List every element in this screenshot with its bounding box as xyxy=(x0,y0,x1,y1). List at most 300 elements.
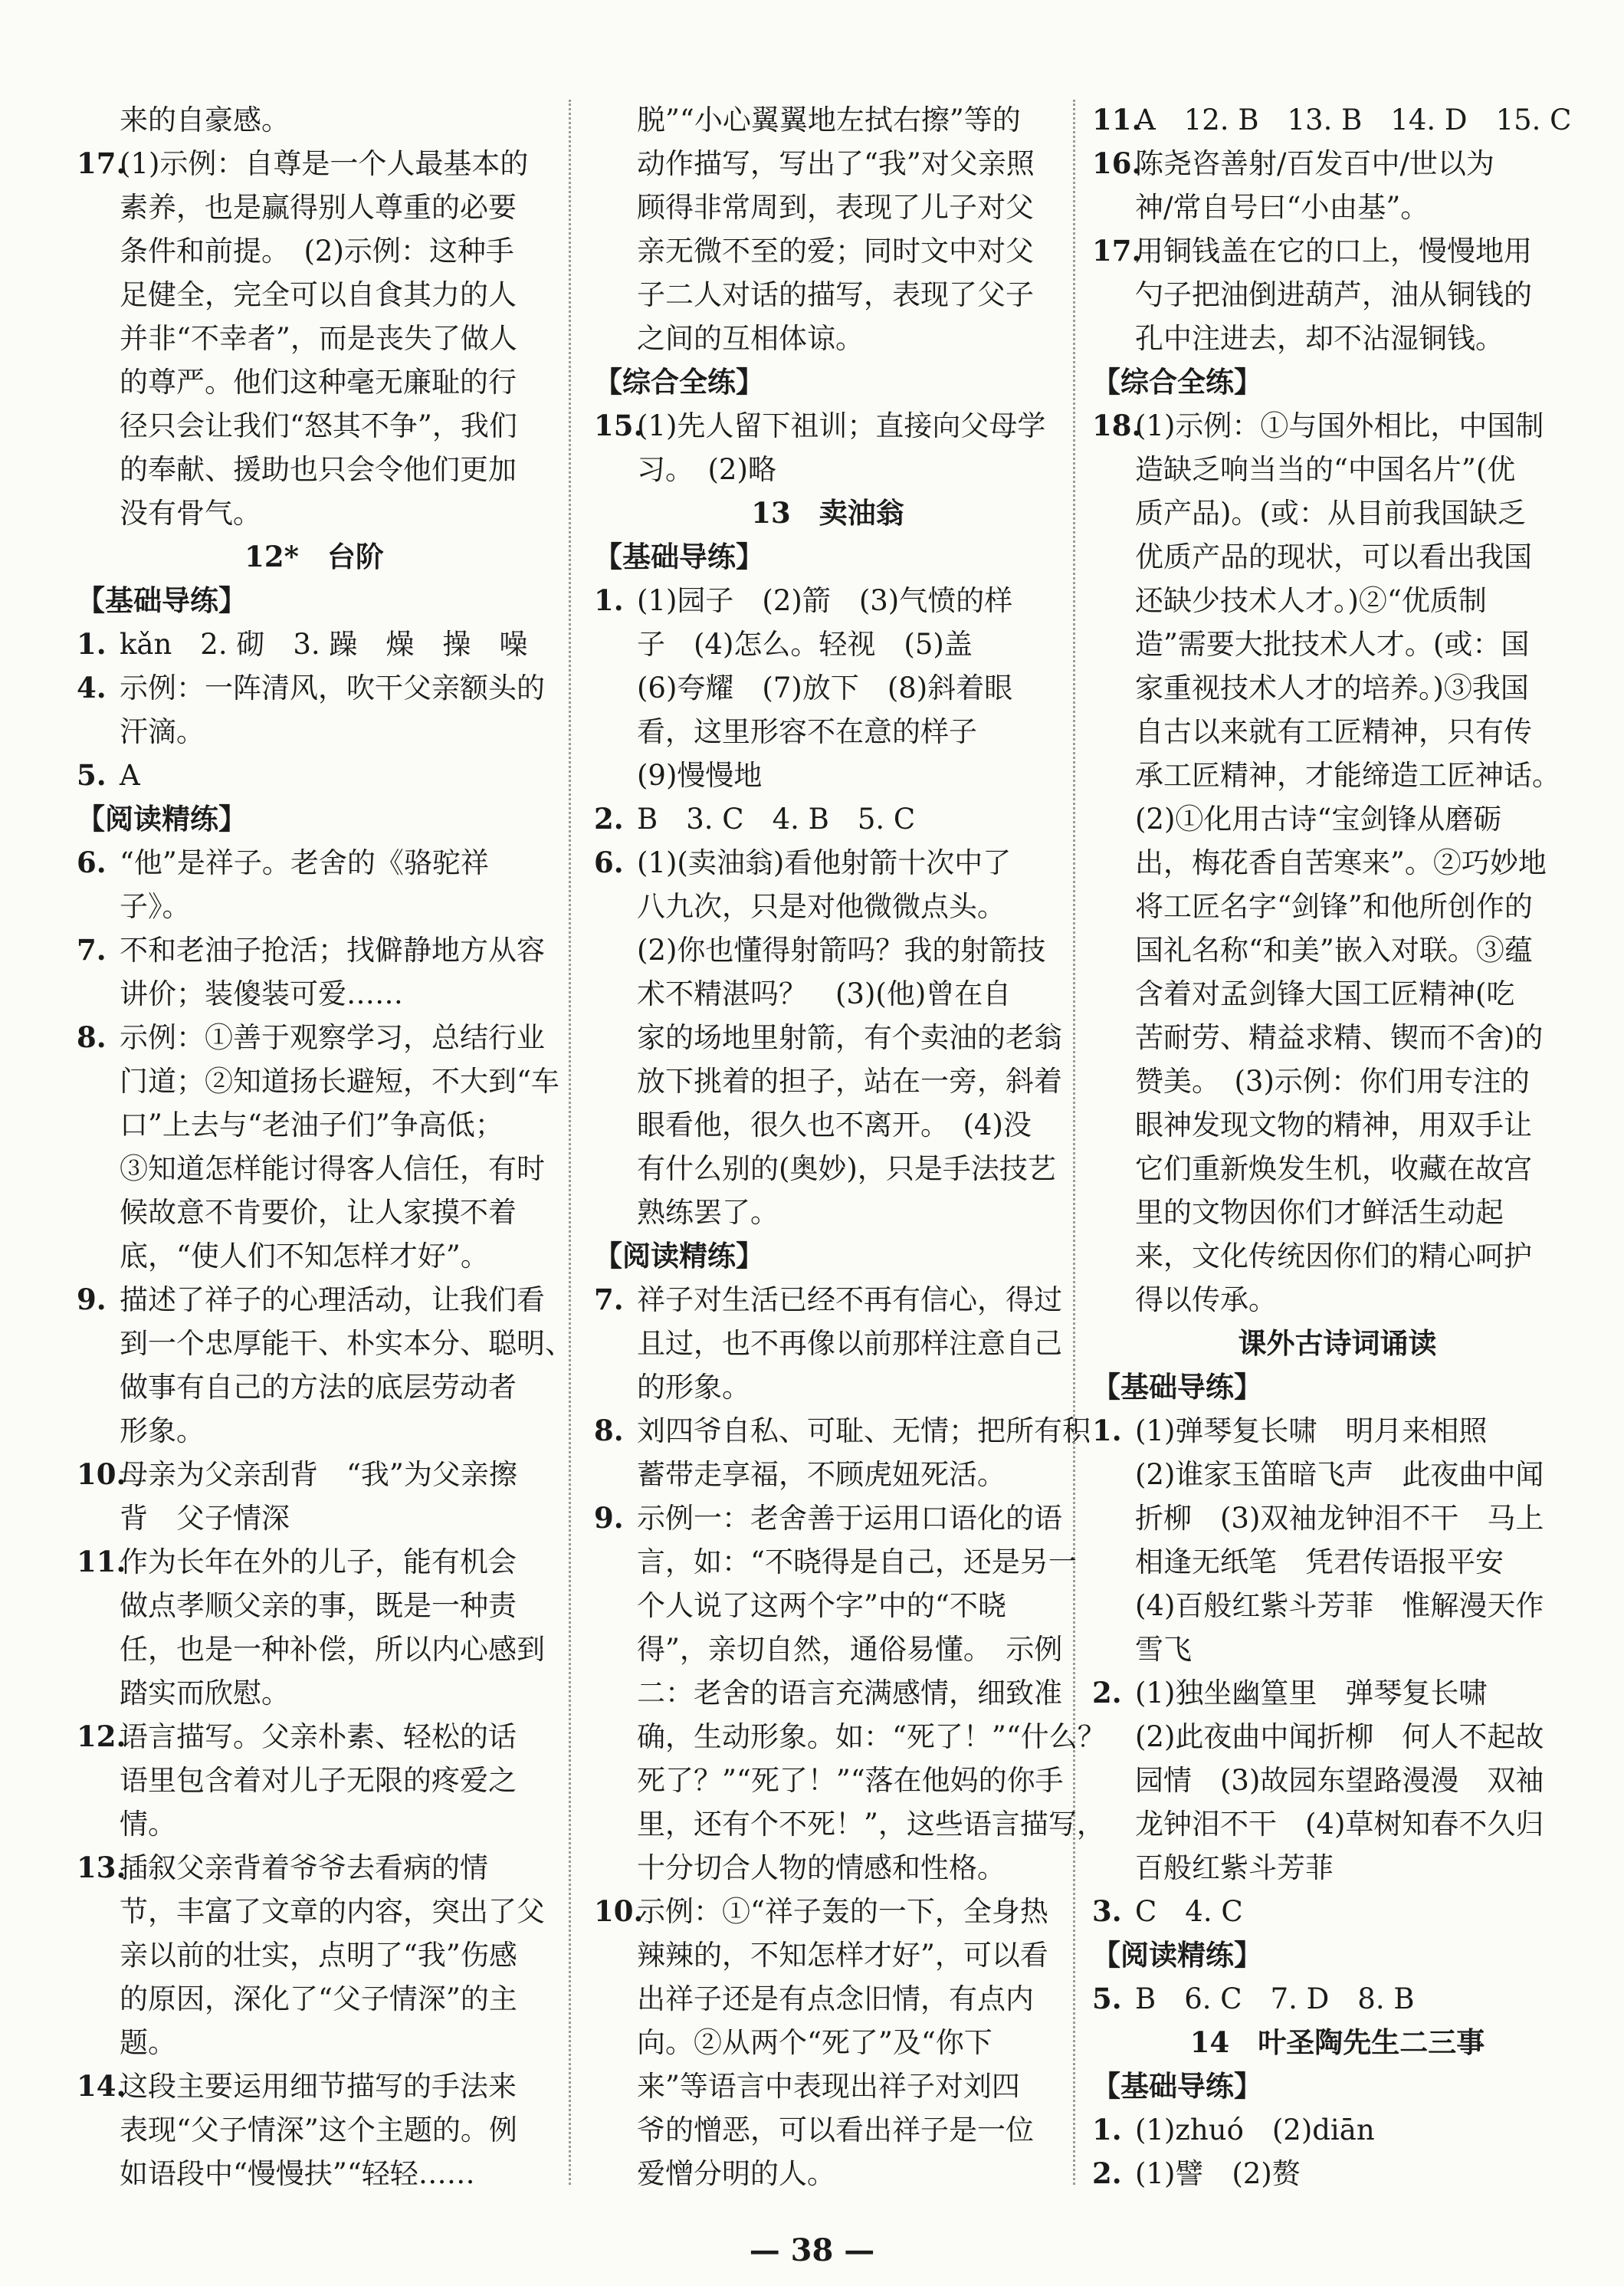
answer-line xyxy=(1092,2108,1583,2152)
question-number: 2. xyxy=(1092,1676,1122,1710)
answer-line xyxy=(1092,1059,1583,1103)
answer-line xyxy=(594,1322,1061,1365)
section-heading: 【基础导练】 xyxy=(1092,1370,1262,1404)
answer-text: 有什么别的(奥妙)，只是手法技艺 xyxy=(637,1152,1056,1185)
answer-text: 做事有自己的方法的底层劳动者 xyxy=(120,1371,517,1404)
answer-line xyxy=(594,1759,1064,1802)
question-number: 1. xyxy=(1092,1414,1122,1447)
answer-text: 术不精湛吗？ (3)(他)曾在自 xyxy=(637,977,1012,1010)
answer-text: 这段主要运用细节描写的手法来 xyxy=(120,2070,517,2103)
column-divider-1 xyxy=(569,100,571,2185)
answer-text: 表现“父子情深”这个主题的。例 xyxy=(120,2114,517,2146)
answer-text: 做点孝顺父亲的事，既是一种责 xyxy=(120,1589,517,1622)
answer-text: 的原因，深化了“父子情深”的主 xyxy=(120,1982,517,2015)
answer-line xyxy=(594,1409,1091,1453)
answer-text: 眼神发现文物的精神，用双手让 xyxy=(1135,1109,1532,1141)
answer-line xyxy=(77,1540,552,1584)
answer-text: 国礼名称“和美”嵌入对联。③蕴 xyxy=(1135,934,1533,967)
answer-text: 来，文化传统因你们的精心呵护 xyxy=(1135,1240,1532,1273)
answer-line xyxy=(77,1890,552,1933)
lesson-title: 13 卖油翁 xyxy=(751,496,904,530)
answer-line xyxy=(594,1191,1061,1234)
answer-line xyxy=(77,1671,552,1715)
answer-line xyxy=(594,142,1061,186)
answer-line xyxy=(594,229,1061,273)
answer-line xyxy=(1092,1234,1583,1278)
answer-text: 得”，亲切自然，通俗易懂。 示例 xyxy=(637,1633,1063,1666)
answer-line xyxy=(77,1759,552,1802)
answer-text: 示例：①“祥子轰的一下，全身热 xyxy=(637,1895,1048,1928)
answer-line xyxy=(77,1234,552,1278)
answer-text: 习。 (2)略 xyxy=(637,453,776,486)
question-number: 1. xyxy=(1092,2113,1122,2146)
left-column xyxy=(77,98,573,2196)
answer-text: 候故意不肯要价，让人家摸不着 xyxy=(120,1196,517,1229)
lesson-title: 课外古诗词诵读 xyxy=(1238,1326,1437,1360)
question-number: 5. xyxy=(77,758,107,792)
answer-line xyxy=(594,317,1061,360)
answer-text: 题。 xyxy=(120,2026,176,2059)
answer-line xyxy=(594,1147,1061,1191)
answer-line xyxy=(1092,186,1583,229)
answer-text: 死了？”“死了！”“落在他妈的你手 xyxy=(637,1764,1064,1797)
answer-line xyxy=(1092,2152,1583,2196)
answer-line xyxy=(77,1365,552,1409)
answer-line xyxy=(1092,535,1583,579)
answer-text: 含着对孟剑锋大国工匠精神(吃 xyxy=(1135,977,1515,1010)
question-number: 9. xyxy=(77,1283,107,1316)
answer-text: (2)谁家玉笛暗飞声 此夜曲中闻 xyxy=(1135,1458,1544,1491)
answer-text: (1)譬 (2)赘 xyxy=(1135,2157,1301,2190)
answer-line xyxy=(77,1846,552,1890)
answer-line xyxy=(77,841,552,885)
answer-line xyxy=(594,1016,1061,1059)
right-column xyxy=(1092,98,1583,2196)
answer-text: 且过，也不再像以前那样注意自己 xyxy=(637,1327,1062,1360)
answer-text: 孔中注进去，却不沾湿铜钱。 xyxy=(1135,322,1504,355)
answer-line xyxy=(594,1977,1061,2021)
answer-line xyxy=(594,1059,1061,1103)
answer-text: 得以传承。 xyxy=(1135,1283,1277,1316)
answer-text: (1)先人留下祖训；直接向父母学 xyxy=(637,409,1046,442)
answer-line xyxy=(1092,273,1583,317)
answer-line xyxy=(594,666,1061,710)
answer-text: 背 父子情深 xyxy=(120,1502,290,1535)
answer-text: A 12. B 13. B 14. D 15. C xyxy=(1135,103,1572,136)
answer-line xyxy=(594,841,1061,885)
answer-line xyxy=(594,754,1061,797)
answer-line xyxy=(594,710,1061,754)
answer-text: 造”需要大批技术人才。(或：国 xyxy=(1135,628,1530,661)
answer-line xyxy=(594,1890,1061,1933)
question-number: 3. xyxy=(1092,1894,1122,1928)
answer-line xyxy=(594,1496,1061,1540)
answer-text: 径只会让我们“怒其不争”，我们 xyxy=(120,409,517,442)
answer-line xyxy=(1092,142,1583,186)
question-number: 8. xyxy=(594,1414,624,1447)
answer-text: 子》。 xyxy=(120,890,191,923)
answer-text: 语言描写。父亲朴素、轻松的话 xyxy=(120,1720,517,1753)
answer-line xyxy=(1092,1802,1583,1846)
answer-text: 示例：①善于观察学习，总结行业 xyxy=(120,1021,545,1054)
answer-line xyxy=(77,317,552,360)
question-number: 6. xyxy=(594,846,624,879)
answer-line xyxy=(594,797,1061,841)
section-heading: 【综合全练】 xyxy=(594,365,764,399)
question-number: 9. xyxy=(594,1501,624,1535)
answer-text: 家重视技术人才的培养。)③我国 xyxy=(1135,672,1529,705)
answer-line xyxy=(594,98,1061,142)
answer-text: 示例：一阵清风，吹干父亲额头的 xyxy=(120,672,545,705)
answer-text: 确，生动形象。如：“死了！”“什么？ xyxy=(637,1720,1106,1753)
middle-column xyxy=(594,98,1106,2196)
answer-text: 出祥子还是有点念旧情，有点内 xyxy=(637,1982,1034,2015)
answer-text: 用铜钱盖在它的口上，慢慢地用 xyxy=(1135,235,1532,268)
answer-text: 二：老舍的语言充满感情，细致准 xyxy=(637,1677,1062,1710)
answer-text: (2)你也懂得射箭吗？我的射箭技 xyxy=(637,934,1046,967)
answer-text: 还缺少技术人才。)②“优质制 xyxy=(1135,584,1487,617)
answer-text: 讲价；装傻装可爱…… xyxy=(120,977,403,1010)
answer-text: 形象。 xyxy=(120,1414,205,1447)
answer-text: 子 (4)怎么。轻视 (5)盖 xyxy=(637,628,973,661)
answer-text: 八九次，只是对他微微点头。 xyxy=(637,890,1006,923)
answer-text: 的形象。 xyxy=(637,1371,750,1404)
question-number: 8. xyxy=(77,1020,107,1054)
answer-line xyxy=(1092,797,1583,841)
answer-text: 口”上去与“老油子们”争高低； xyxy=(120,1109,504,1141)
answer-line xyxy=(594,1103,1061,1147)
answer-text: (1)示例：自尊是一个人最基本的 xyxy=(120,147,529,180)
answer-line xyxy=(1092,1409,1583,1453)
answer-line xyxy=(1092,754,1583,797)
answer-line xyxy=(77,1059,559,1103)
answer-text: 动作描写，写出了“我”对父亲照 xyxy=(637,147,1035,180)
answer-line xyxy=(594,2064,1061,2108)
question-number: 10. xyxy=(594,1894,644,1928)
answer-text: 辣辣的，不知怎样才好”，可以看 xyxy=(637,1939,1048,1972)
answer-text: 神/常自号曰“小由基”。 xyxy=(1135,191,1429,224)
answer-line xyxy=(594,1453,1061,1496)
answer-line xyxy=(594,186,1061,229)
question-number: 4. xyxy=(77,671,107,705)
answer-line xyxy=(594,1802,1105,1846)
answer-text: 踏实而欣慰。 xyxy=(120,1677,290,1710)
answer-text: 里的文物因你们才鲜活生动起 xyxy=(1135,1196,1504,1229)
answer-text: (9)慢慢地 xyxy=(637,759,763,792)
answer-line xyxy=(594,1627,1061,1671)
answer-text: 示例一：老舍善于运用口语化的语 xyxy=(637,1502,1062,1535)
answer-text: 条件和前提。 (2)示例：这种手 xyxy=(120,235,514,268)
question-number: 18. xyxy=(1092,409,1142,442)
answer-text: (2)①化用古诗“宝剑锋从磨砺 xyxy=(1135,803,1502,836)
answer-line xyxy=(77,186,552,229)
answer-text: B 3. C 4. B 5. C xyxy=(637,803,916,836)
answer-line xyxy=(1092,1671,1583,1715)
answer-text: 祥子对生活已经不再有信心，得过 xyxy=(637,1283,1062,1316)
answer-line xyxy=(77,885,552,928)
answer-line xyxy=(1092,317,1583,360)
section-heading: 【基础导练】 xyxy=(1092,2069,1262,2103)
answer-line xyxy=(1092,1627,1583,1671)
answer-line xyxy=(77,491,552,535)
section-heading: 【综合全练】 xyxy=(1092,365,1262,399)
answer-text: 语里包含着对儿子无限的疼爱之 xyxy=(120,1764,517,1797)
answer-text: 爷的憎恶，可以看出祥子是一位 xyxy=(637,2114,1034,2146)
answer-line xyxy=(594,404,1061,448)
answer-line xyxy=(594,273,1061,317)
answer-text: (1)zhuó (2)diān xyxy=(1135,2114,1375,2146)
answer-line xyxy=(77,1977,552,2021)
answer-text: 自古以来就有工匠精神，只有传 xyxy=(1135,715,1532,748)
answer-line xyxy=(1092,666,1583,710)
answer-line xyxy=(77,1409,552,1453)
answer-line xyxy=(594,1584,1061,1627)
answer-line xyxy=(594,1278,1061,1322)
answer-text: 并非“不幸者”，而是丧失了做人 xyxy=(120,322,517,355)
answer-text: 里，还有个不死！”，这些语言描写， xyxy=(637,1808,1105,1841)
answer-line xyxy=(1092,1278,1583,1322)
question-number: 2. xyxy=(594,802,624,836)
answer-text: 来”等语言中表现出祥子对刘四 xyxy=(637,2070,1020,2103)
answer-text: 苦耐劳、精益求精、锲而不舍)的 xyxy=(1135,1021,1544,1054)
answer-line xyxy=(1092,448,1583,491)
answer-line xyxy=(1092,1191,1583,1234)
answer-line xyxy=(1092,1584,1583,1627)
answer-line xyxy=(77,1147,552,1191)
answer-line xyxy=(1092,841,1583,885)
answer-text: (6)夸耀 (7)放下 (8)斜着眼 xyxy=(637,672,1013,705)
answer-line xyxy=(594,448,1061,491)
answer-line xyxy=(77,666,552,710)
answer-line xyxy=(77,142,552,186)
answer-line xyxy=(1092,1890,1583,1933)
lesson-title: 12* 台阶 xyxy=(244,540,384,573)
answer-line xyxy=(1092,229,1583,273)
answer-text: 节，丰富了文章的内容，突出了父 xyxy=(120,1895,545,1928)
answer-line xyxy=(77,1453,552,1496)
answer-text: (1)园子 (2)箭 (3)气愤的样 xyxy=(637,584,1013,617)
question-number: 16. xyxy=(1092,146,1142,180)
answer-line xyxy=(594,1715,1106,1759)
answer-line xyxy=(594,1671,1061,1715)
answer-text: 它们重新焕发生机，收藏在故宫 xyxy=(1135,1152,1532,1185)
answer-text: 足健全，完全可以自食其力的人 xyxy=(120,278,517,311)
question-number: 11. xyxy=(77,1545,126,1578)
answer-text: (1)独坐幽篁里 弹琴复长啸 xyxy=(1135,1677,1488,1710)
answer-line xyxy=(594,2108,1061,2152)
answer-text: 情。 xyxy=(120,1808,176,1841)
answer-line xyxy=(77,229,552,273)
answer-line xyxy=(77,404,552,448)
answer-line xyxy=(594,885,1061,928)
answer-text: 相逢无纸笔 凭君传语报平安 xyxy=(1135,1545,1504,1578)
answer-line xyxy=(594,1365,1061,1409)
question-number: 7. xyxy=(594,1283,624,1316)
question-number: 13. xyxy=(77,1851,126,1884)
answer-line xyxy=(594,2152,1061,2196)
answer-text: 勺子把油倒进葫芦，油从铜钱的 xyxy=(1135,278,1532,311)
question-number: 10. xyxy=(77,1457,126,1491)
answer-line xyxy=(1092,1103,1583,1147)
answer-text: 陈尧咨善射/百发百中/世以为 xyxy=(1135,147,1494,180)
answer-text: 造缺乏响当当的“中国名片”(优 xyxy=(1135,453,1516,486)
answer-text: 熟练罢了。 xyxy=(637,1196,779,1229)
answer-text: 素养，也是赢得别人尊重的必要 xyxy=(120,191,517,224)
answer-text: 任，也是一种补偿，所以内心感到 xyxy=(120,1633,545,1666)
answer-text: 向。②从两个“死了”及“你下 xyxy=(637,2026,992,2059)
answer-text: 放下挑着的担子，站在一旁，斜着 xyxy=(637,1065,1062,1098)
answer-line xyxy=(594,928,1061,972)
section-heading: 【基础导练】 xyxy=(77,583,247,617)
question-number: 11. xyxy=(1092,103,1142,136)
answer-text: B 6. C 7. D 8. B xyxy=(1135,1982,1415,2015)
answer-line xyxy=(77,1191,552,1234)
answer-line xyxy=(1092,579,1583,622)
answer-line xyxy=(1092,928,1583,972)
answer-text: 质产品)。(或：从目前我国缺乏 xyxy=(1135,497,1526,530)
answer-line xyxy=(1092,1977,1583,2021)
answer-line xyxy=(1092,1759,1583,1802)
section-heading: 【阅读精练】 xyxy=(594,1239,764,1273)
answer-text: “他”是祥子。老舍的《骆驼祥 xyxy=(120,846,489,879)
answer-line xyxy=(594,1846,1061,1890)
answer-text: 门道；②知道扬长避短，不大到“车 xyxy=(120,1065,559,1098)
answer-line xyxy=(77,622,552,666)
question-number: 1. xyxy=(77,627,107,661)
answer-line xyxy=(77,710,552,754)
answer-text: 之间的互相体谅。 xyxy=(637,322,864,355)
answer-text: 雪飞 xyxy=(1135,1633,1192,1666)
answer-line xyxy=(594,579,1061,622)
answer-text: 到一个忠厚能干、朴实本分、聪明、 xyxy=(120,1327,573,1360)
answer-line xyxy=(594,2021,1061,2064)
answer-line xyxy=(77,1802,552,1846)
answer-text: 来的自豪感。 xyxy=(120,103,290,136)
answer-line xyxy=(594,972,1061,1016)
answer-text: 眼看他，很久也不离开。 (4)没 xyxy=(637,1109,1032,1141)
answer-text: 出，梅花香自苦寒来”。②巧妙地 xyxy=(1135,846,1547,879)
answer-text: (1)示例：①与国外相比，中国制 xyxy=(1135,409,1544,442)
answer-line xyxy=(77,754,552,797)
lesson-title: 14 叶圣陶先生二三事 xyxy=(1189,2025,1485,2059)
answer-line xyxy=(77,1496,552,1540)
answer-text: 子二人对话的描写，表现了父子 xyxy=(637,278,1034,311)
answer-line xyxy=(1092,710,1583,754)
answer-line xyxy=(77,2108,552,2152)
answer-text: 园情 (3)故园东望路漫漫 双袖 xyxy=(1135,1764,1544,1797)
answer-line xyxy=(1092,972,1583,1016)
section-heading: 【阅读精练】 xyxy=(1092,1938,1262,1972)
answer-text: 如语段中“慢慢扶”“轻轻…… xyxy=(120,2157,475,2190)
page-number: — 38 — xyxy=(749,2232,875,2268)
answer-line xyxy=(1092,1715,1583,1759)
answer-line xyxy=(1092,622,1583,666)
answer-text: 爱憎分明的人。 xyxy=(637,2157,835,2190)
answer-line xyxy=(77,1322,573,1365)
answer-text: 言，如：“不晓得是自己，还是另一 xyxy=(637,1545,1077,1578)
answer-line xyxy=(77,1016,552,1059)
answer-line xyxy=(77,1715,552,1759)
answer-text: (1)(卖油翁)看他射箭十次中了 xyxy=(637,846,1012,879)
answer-text: 将工匠名字“剑锋”和他所创作的 xyxy=(1135,890,1533,923)
column-divider-2 xyxy=(1073,100,1075,2185)
answer-line xyxy=(1092,404,1583,448)
question-number: 7. xyxy=(77,933,107,967)
answer-line xyxy=(1092,491,1583,535)
answer-text: 脱”“小心翼翼地左拭右擦”等的 xyxy=(637,103,1021,136)
answer-text: 的奉献、援助也只会令他们更加 xyxy=(120,453,517,486)
answer-text: 的尊严。他们这种毫无廉耻的行 xyxy=(120,366,517,399)
answer-text: ③知道怎样能讨得客人信任，有时 xyxy=(120,1152,545,1185)
answer-text: C 4. C xyxy=(1135,1895,1243,1928)
answer-text: 亲无微不至的爱；同时文中对父 xyxy=(637,235,1034,268)
answer-line xyxy=(77,2021,552,2064)
answer-text: (4)百般红紫斗芳菲 惟解漫天作 xyxy=(1135,1589,1544,1622)
answer-line xyxy=(77,928,552,972)
question-number: 15. xyxy=(594,409,644,442)
section-heading: 【基础导练】 xyxy=(594,540,764,573)
answer-text: 个人说了这两个字”中的“不晓 xyxy=(637,1589,1006,1622)
question-number: 12. xyxy=(77,1719,126,1753)
answer-text: 亲以前的壮实，点明了“我”伤感 xyxy=(120,1939,517,1972)
answer-line xyxy=(1092,885,1583,928)
answer-text: 家的场地里射箭，有个卖油的老翁 xyxy=(637,1021,1062,1054)
answer-text: 描述了祥子的心理活动，让我们看 xyxy=(120,1283,545,1316)
answer-text: 不和老油子抢活；找僻静地方从容 xyxy=(120,934,545,967)
answer-line xyxy=(77,2152,552,2196)
answer-line xyxy=(77,1584,552,1627)
answer-text: 折柳 (3)双袖龙钟泪不干 马上 xyxy=(1135,1502,1544,1535)
answer-text: 承工匠精神，才能缔造工匠神话。 xyxy=(1135,759,1560,792)
answer-line xyxy=(594,1933,1061,1977)
question-number: 6. xyxy=(77,846,107,879)
question-number: 1. xyxy=(594,583,624,617)
answer-line xyxy=(77,1627,552,1671)
answer-line xyxy=(1092,1453,1583,1496)
question-number: 14. xyxy=(77,2069,126,2103)
answer-line xyxy=(77,972,552,1016)
answer-text: (2)此夜曲中闻折柳 何人不起故 xyxy=(1135,1720,1544,1753)
answer-text: 作为长年在外的儿子，能有机会 xyxy=(120,1545,517,1578)
answer-line xyxy=(1092,1846,1583,1890)
answer-line xyxy=(77,2064,552,2108)
question-number: 5. xyxy=(1092,1982,1122,2015)
answer-line xyxy=(1092,98,1583,142)
answer-line xyxy=(77,273,552,317)
answer-text: 底，“使人们不知怎样才好”。 xyxy=(120,1240,489,1273)
answer-text: 顾得非常周到，表现了儿子对父 xyxy=(637,191,1034,224)
question-number: 2. xyxy=(1092,2156,1122,2190)
answer-text: A xyxy=(120,759,140,792)
answer-text: 赞美。 (3)示例：你们用专注的 xyxy=(1135,1065,1530,1098)
answer-line xyxy=(1092,1496,1583,1540)
answer-line xyxy=(1092,1016,1583,1059)
answer-line xyxy=(77,1103,552,1147)
answer-line xyxy=(77,448,552,491)
answer-text: 龙钟泪不干 (4)草树知春不久归 xyxy=(1135,1808,1544,1841)
answer-line xyxy=(594,622,1061,666)
answer-line xyxy=(77,1278,552,1322)
question-number: 17. xyxy=(1092,234,1142,268)
answer-line xyxy=(1092,1147,1583,1191)
answer-text: 看，这里形容不在意的样子 xyxy=(637,715,977,748)
question-number: 17. xyxy=(77,146,126,180)
section-heading: 【阅读精练】 xyxy=(77,802,247,836)
answer-text: 母亲为父亲刮背 “我”为父亲擦 xyxy=(120,1458,517,1491)
answer-text: 蓄带走享福，不顾虎妞死活。 xyxy=(637,1458,1006,1491)
answer-line xyxy=(1092,1540,1583,1584)
answer-text: (1)弹琴复长啸 明月来相照 xyxy=(1135,1414,1488,1447)
